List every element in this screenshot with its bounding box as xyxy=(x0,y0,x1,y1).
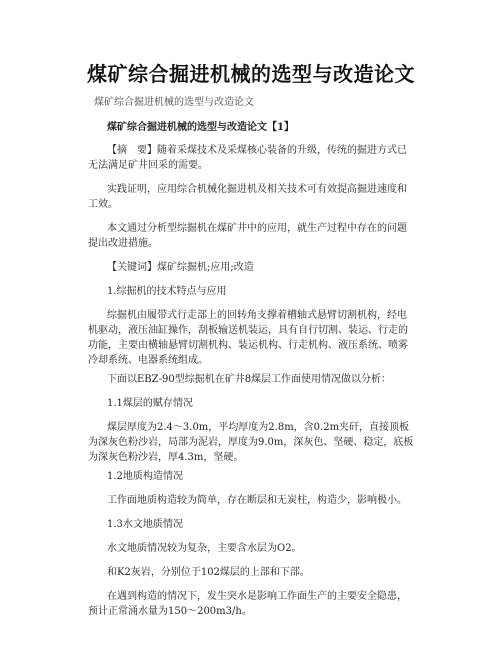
body-paragraph: 本文通过分析型综掘机在煤矿井中的应用，就生产过程中存在的问题提出改进措施。 xyxy=(88,223,407,249)
document-subtitle: 煤矿综合掘进机械的选型与改造论文 xyxy=(94,97,254,108)
document-title: 煤矿综合掘进机械的选型与改造论文 xyxy=(87,62,415,86)
body-paragraph: 实践证明，应用综合机械化掘进机及相关技术可有效提高掘进速度和工效。 xyxy=(88,184,407,210)
subsection-heading-1-3: 1.3水文地质情况 xyxy=(107,519,183,530)
body-paragraph: 综掘机由履带式行走部上的回转角支撑着槽轴式悬臂切割机构，经电机驱动，液压油缸操作，刮板输送机装运，具有自行切割、装运、行走的功能，主要由横轴悬臂切割机构、装运机构、行走机构、液压系统、喷雾冷却系统、电器系统组成。 xyxy=(88,310,408,366)
subsection-heading-1-2: 1.2地质构造情况 xyxy=(107,471,183,482)
body-paragraph: 在遇到构造的情况下，发生突水是影响工作面生产的主要安全隐患，预计正常涌水量为150～200m3/h。 xyxy=(88,591,407,617)
body-paragraph: 工作面地质构造较为简单，存在断层和无炭柱，构造少，影响极小。 xyxy=(107,495,407,506)
body-paragraph: 下面以EBZ-90型综掘机在矿井8煤层工作面使用情况做以分析： xyxy=(107,374,392,385)
body-paragraph: 煤层厚度为2.4～3.0m，平均厚度为2.8m，含0.2m夹矸，直接顶板为深灰色粉沙岩，局部为泥岩，厚度为9.0m，深灰色、坚硬、稳定，底板为深灰色粉沙岩，厚4.3m，坚硬。 xyxy=(88,422,414,463)
body-paragraph: 水文地质情况较为复杂，主要含水层为O2。 xyxy=(107,543,302,554)
section-heading: 煤矿综合掘进机械的选型与改造论文【1】 xyxy=(107,122,294,133)
abstract-paragraph: 【摘 要】随着采煤技术及采煤核心装备的升级，传统的掘进方式已无法满足矿井回采的需要。 xyxy=(88,145,407,171)
subsection-heading-1-1: 1.1煤层的赋存情况 xyxy=(107,398,193,409)
keywords-paragraph: 【关键词】煤矿综掘机;应用;改造 xyxy=(107,262,254,273)
body-paragraph: 和K2灰岩，分别位于102煤层的上部和下部。 xyxy=(107,567,310,578)
section-heading-1: 1.综掘机的技术特点与应用 xyxy=(107,286,227,297)
